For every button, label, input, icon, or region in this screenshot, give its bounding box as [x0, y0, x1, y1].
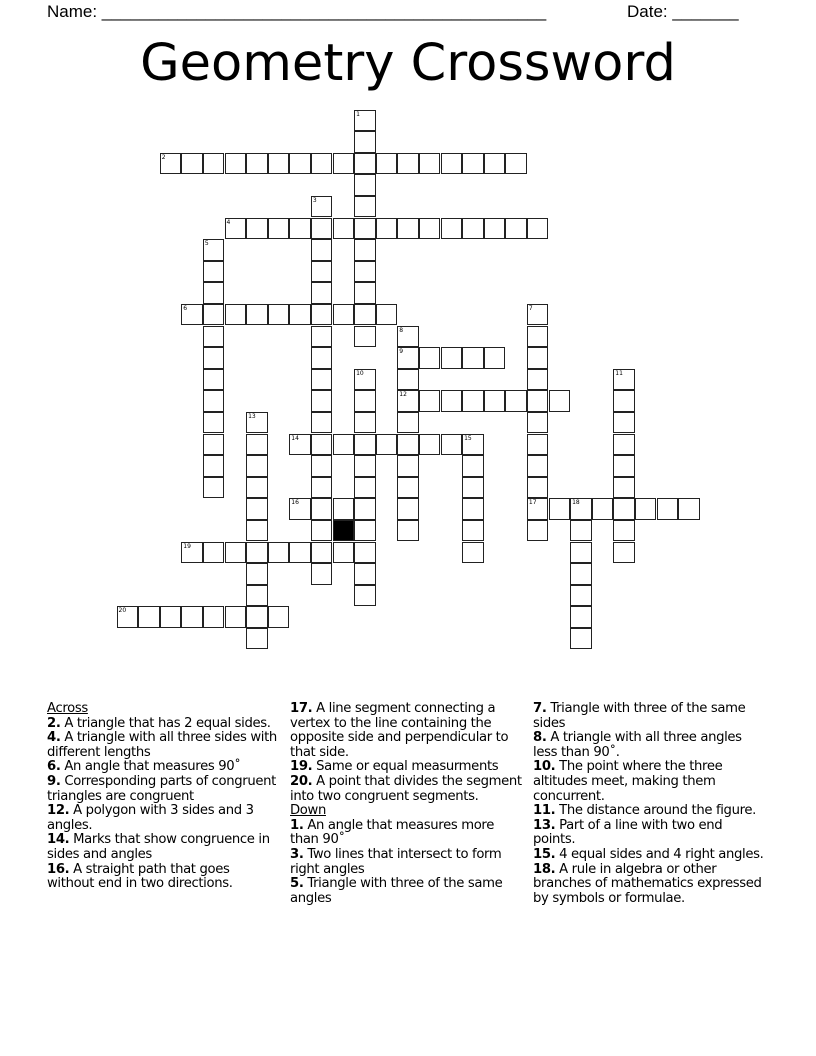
down-clue [533, 702, 767, 731]
crossword-cell[interactable] [333, 498, 355, 520]
crossword-cell[interactable] [570, 606, 592, 628]
crossword-cell[interactable] [549, 390, 571, 412]
crossword-cell[interactable] [225, 218, 247, 240]
clue-number-label: 4 [226, 218, 231, 226]
crossword-cell[interactable] [613, 520, 635, 542]
crossword-cell[interactable] [311, 282, 333, 304]
clue-number: 19. [290, 759, 313, 775]
crossword-cell[interactable] [246, 606, 268, 628]
crossword-cell[interactable] [289, 434, 311, 456]
clue-text: A rule in algebra or other branches of mathematics expressed by symbols or formulae. [533, 861, 762, 906]
crossword-cell[interactable] [354, 196, 376, 218]
across-clue [290, 775, 526, 804]
crossword-cell[interactable] [441, 218, 463, 240]
clue-number-label: 16 [291, 499, 299, 507]
crossword-cell[interactable] [613, 412, 635, 434]
clue-text: A straight path that goes without end in two directions. [47, 861, 233, 892]
crossword-cell[interactable] [246, 542, 268, 564]
clue-text: Same or equal measurments [316, 759, 499, 775]
crossword-cell[interactable] [505, 153, 527, 175]
crossword-cell[interactable] [570, 585, 592, 607]
across-clue [47, 775, 279, 804]
crossword-cell[interactable] [354, 563, 376, 585]
crossword-cell[interactable] [333, 434, 355, 456]
crossword-cell[interactable] [527, 218, 549, 240]
clue-number: 5. [290, 876, 304, 892]
clue-number: 16. [47, 861, 70, 877]
crossword-cell[interactable] [462, 520, 484, 542]
crossword-cell[interactable] [570, 520, 592, 542]
crossword-cell[interactable] [311, 563, 333, 585]
crossword-cell[interactable] [203, 606, 225, 628]
crossword-cell[interactable] [311, 390, 333, 412]
crossword-cell[interactable] [462, 390, 484, 412]
clue-number: 18. [533, 861, 556, 877]
crossword-cell[interactable] [527, 304, 549, 326]
crossword-cell[interactable] [246, 477, 268, 499]
crossword-cell[interactable] [203, 455, 225, 477]
crossword-cell[interactable] [268, 153, 290, 175]
crossword-cell[interactable] [678, 498, 700, 520]
crossword-cell[interactable] [484, 390, 506, 412]
crossword-cell[interactable] [246, 218, 268, 240]
black-cell [333, 520, 355, 542]
clue-text: A line segment connecting a vertex to the line containing the opposite side and perpendicular to that side. [290, 701, 509, 760]
crossword-cell[interactable] [419, 347, 441, 369]
crossword-cell[interactable] [160, 153, 182, 175]
crossword-cell[interactable] [203, 434, 225, 456]
across-heading: Across [47, 701, 88, 716]
crossword-cell[interactable] [397, 218, 419, 240]
crossword-cell[interactable] [203, 239, 225, 261]
clue-number-label: 3 [312, 196, 317, 204]
crossword-cell[interactable] [311, 153, 333, 175]
crossword-cell[interactable] [376, 153, 398, 175]
clue-number-label: 11 [615, 369, 623, 377]
crossword-cell[interactable] [484, 153, 506, 175]
crossword-cell[interactable] [354, 110, 376, 132]
crossword-cell[interactable] [397, 498, 419, 520]
clue-number-label: 2 [161, 153, 166, 161]
clue-number-label: 17 [528, 499, 537, 507]
across-clue [47, 833, 279, 862]
crossword-cell[interactable] [203, 390, 225, 412]
across-clue [47, 863, 279, 892]
crossword-cell[interactable] [246, 412, 268, 434]
crossword-cell[interactable] [397, 369, 419, 391]
down-clue [290, 848, 526, 877]
crossword-cell[interactable] [397, 520, 419, 542]
clue-number: 17. [290, 701, 313, 716]
crossword-cell[interactable] [225, 153, 247, 175]
crossword-cell[interactable] [311, 239, 333, 261]
crossword-cell[interactable] [268, 542, 290, 564]
crossword-cell[interactable] [311, 542, 333, 564]
crossword-cell[interactable] [570, 498, 592, 520]
crossword-cell[interactable] [613, 455, 635, 477]
crossword-cell[interactable] [397, 326, 419, 348]
crossword-cell[interactable] [419, 153, 441, 175]
crossword-cell[interactable] [613, 477, 635, 499]
clue-number-label: 8 [399, 326, 404, 334]
clue-number: 11. [533, 803, 556, 819]
clue-text: Marks that show congruence in sides and angles [47, 832, 270, 862]
down-clue [533, 819, 767, 848]
crossword-cell[interactable] [354, 304, 376, 326]
crossword-cell[interactable] [354, 542, 376, 564]
crossword-cell[interactable] [203, 347, 225, 369]
clue-number: 20. [290, 773, 313, 789]
crossword-cell[interactable] [289, 153, 311, 175]
clue-number: 3. [290, 846, 304, 862]
crossword-cell[interactable] [289, 304, 311, 326]
crossword-cell[interactable] [397, 153, 419, 175]
clue-text: A triangle that has 2 equal sides. [64, 715, 271, 731]
crossword-cell[interactable] [354, 326, 376, 348]
clue-number-label: 9 [399, 348, 404, 356]
crossword-cell[interactable] [397, 390, 419, 412]
clue-text: The point where the three altitudes meet, making them concurrent. [533, 759, 723, 804]
crossword-cell[interactable] [311, 455, 333, 477]
crossword-cell[interactable] [441, 390, 463, 412]
crossword-cell[interactable] [527, 434, 549, 456]
crossword-cell[interactable] [462, 347, 484, 369]
crossword-cell[interactable] [181, 606, 203, 628]
crossword-cell[interactable] [311, 261, 333, 283]
crossword-cell[interactable] [354, 477, 376, 499]
crossword-cell[interactable] [419, 218, 441, 240]
crossword-cell[interactable] [441, 434, 463, 456]
date-field[interactable]: Date: _______ [627, 2, 739, 21]
crossword-cell[interactable] [419, 434, 441, 456]
crossword-cell[interactable] [354, 239, 376, 261]
crossword-cell[interactable] [246, 585, 268, 607]
clue-number: 8. [533, 730, 547, 746]
crossword-cell[interactable] [354, 369, 376, 391]
crossword-cell[interactable] [397, 347, 419, 369]
crossword-cell[interactable] [354, 390, 376, 412]
crossword-cell[interactable] [441, 347, 463, 369]
crossword-cell[interactable] [397, 455, 419, 477]
crossword-cell[interactable] [570, 542, 592, 564]
down-clue [533, 804, 767, 819]
crossword-cell[interactable] [657, 498, 679, 520]
crossword-cell[interactable] [462, 498, 484, 520]
across-clue [47, 731, 279, 760]
across-clue [47, 717, 279, 732]
crossword-cell[interactable] [505, 218, 527, 240]
crossword-cell[interactable] [354, 131, 376, 153]
clue-number-label: 6 [183, 304, 188, 312]
crossword-cell[interactable] [462, 542, 484, 564]
crossword-cell[interactable] [549, 498, 571, 520]
crossword-cell[interactable] [311, 520, 333, 542]
crossword-cell[interactable] [203, 412, 225, 434]
clue-number: 4. [47, 730, 61, 746]
crossword-cell[interactable] [484, 347, 506, 369]
crossword-cell[interactable] [203, 261, 225, 283]
across-clue [290, 760, 526, 775]
crossword-cell[interactable] [333, 304, 355, 326]
crossword-cell[interactable] [246, 153, 268, 175]
crossword-cell[interactable] [246, 563, 268, 585]
crossword-cell[interactable] [462, 218, 484, 240]
clue-number: 10. [533, 759, 556, 775]
name-field[interactable]: Name: _______________________________________________ [47, 2, 547, 21]
crossword-cell[interactable] [592, 498, 614, 520]
crossword-cell[interactable] [354, 282, 376, 304]
crossword-cell[interactable] [613, 390, 635, 412]
clue-number: 15. [533, 846, 556, 862]
across-clue [47, 760, 279, 775]
clue-number: 1. [290, 817, 304, 833]
down-clue [533, 848, 767, 863]
across-clue [47, 804, 279, 833]
crossword-cell[interactable] [268, 218, 290, 240]
crossword-cell[interactable] [203, 153, 225, 175]
clue-number-label: 12 [399, 391, 407, 399]
crossword-cell[interactable] [311, 498, 333, 520]
crossword-cell[interactable] [376, 434, 398, 456]
clue-number: 6. [47, 759, 61, 775]
crossword-cell[interactable] [268, 606, 290, 628]
clue-number: 7. [533, 701, 547, 716]
down-clue [533, 760, 767, 804]
clue-number: 2. [47, 715, 61, 731]
crossword-cell[interactable] [397, 412, 419, 434]
clue-text: A triangle with all three sides with different lengths [47, 730, 277, 760]
crossword-cell[interactable] [462, 455, 484, 477]
crossword-cell[interactable] [527, 498, 549, 520]
crossword-cell[interactable] [203, 477, 225, 499]
crossword-cell[interactable] [613, 369, 635, 391]
clue-number: 13. [533, 817, 556, 833]
crossword-cell[interactable] [333, 153, 355, 175]
crossword-cell[interactable] [311, 412, 333, 434]
crossword-cell[interactable] [462, 477, 484, 499]
crossword-cell[interactable] [225, 606, 247, 628]
crossword-cell[interactable] [203, 369, 225, 391]
clue-text: Triangle with three of the same sides [533, 701, 746, 731]
crossword-cell[interactable] [246, 304, 268, 326]
page-title: Geometry Crossword [140, 34, 676, 93]
clue-text: An angle that measures more than 90˚ [290, 817, 494, 848]
down-clue [290, 877, 526, 906]
crossword-cell[interactable] [354, 520, 376, 542]
clue-text: 4 equal sides and 4 right angles. [559, 846, 764, 862]
crossword-cell[interactable] [613, 434, 635, 456]
crossword-cell[interactable] [203, 282, 225, 304]
crossword-cell[interactable] [354, 153, 376, 175]
crossword-cell[interactable] [635, 498, 657, 520]
crossword-cell[interactable] [613, 498, 635, 520]
crossword-cell[interactable] [311, 326, 333, 348]
crossword-cell[interactable] [354, 498, 376, 520]
clues-column-3 [533, 702, 767, 906]
crossword-cell[interactable] [311, 477, 333, 499]
clue-number-label: 20 [118, 607, 127, 615]
crossword-cell[interactable] [117, 606, 139, 628]
crossword-cell[interactable] [397, 477, 419, 499]
clue-text: Two lines that intersect to form right angles [290, 846, 502, 877]
crossword-cell[interactable] [462, 153, 484, 175]
crossword-cell[interactable] [311, 369, 333, 391]
clues-column-1 [47, 702, 279, 892]
crossword-cell[interactable] [376, 304, 398, 326]
clue-number-label: 10 [356, 369, 364, 377]
crossword-cell[interactable] [527, 369, 549, 391]
crossword-cell[interactable] [203, 326, 225, 348]
crossword-cell[interactable] [311, 218, 333, 240]
crossword-cell[interactable] [181, 304, 203, 326]
crossword-cell[interactable] [441, 153, 463, 175]
crossword-cell[interactable] [246, 434, 268, 456]
crossword-cell[interactable] [225, 304, 247, 326]
crossword-cell[interactable] [246, 628, 268, 650]
crossword-cell[interactable] [268, 304, 290, 326]
crossword-cell[interactable] [138, 606, 160, 628]
crossword-cell[interactable] [505, 390, 527, 412]
clue-number: 14. [47, 832, 70, 848]
clue-text: Part of a line with two end points. [533, 817, 723, 848]
down-heading: Down [290, 803, 326, 819]
crossword-cell[interactable] [527, 347, 549, 369]
crossword-cell[interactable] [311, 196, 333, 218]
clue-number: 12. [47, 803, 70, 819]
crossword-cell[interactable] [289, 498, 311, 520]
crossword-cell[interactable] [311, 347, 333, 369]
crossword-cell[interactable] [289, 218, 311, 240]
crossword-cell[interactable] [181, 153, 203, 175]
clue-number-label: 5 [204, 240, 209, 248]
clue-text: Corresponding parts of congruent triangles are congruent [47, 773, 276, 804]
crossword-cell[interactable] [354, 412, 376, 434]
crossword-cell[interactable] [289, 542, 311, 564]
clue-number-label: 14 [291, 434, 299, 442]
crossword-cell[interactable] [246, 498, 268, 520]
clue-number: 9. [47, 773, 61, 789]
crossword-cell[interactable] [419, 390, 441, 412]
crossword-cell[interactable] [246, 455, 268, 477]
crossword-cell[interactable] [311, 434, 333, 456]
clue-number-label: 18 [572, 499, 580, 507]
crossword-cell[interactable] [462, 434, 484, 456]
crossword-cell[interactable] [354, 585, 376, 607]
clue-number-label: 1 [356, 110, 360, 118]
crossword-cell[interactable] [354, 261, 376, 283]
clue-number-label: 19 [183, 542, 191, 550]
clue-text: Triangle with three of the same angles [290, 876, 503, 906]
crossword-cell[interactable] [246, 520, 268, 542]
crossword-cell[interactable] [397, 434, 419, 456]
crossword-cell[interactable] [181, 542, 203, 564]
crossword-cell[interactable] [527, 412, 549, 434]
crossword-cell[interactable] [570, 628, 592, 650]
clue-number-label: 7 [528, 304, 533, 312]
clue-text: A polygon with 3 sides and 3 angles. [47, 803, 254, 833]
crossword-cell[interactable] [203, 542, 225, 564]
crossword-cell[interactable] [333, 218, 355, 240]
crossword-cell[interactable] [527, 326, 549, 348]
crossword-cell[interactable] [354, 174, 376, 196]
down-clue [533, 731, 767, 760]
crossword-cell[interactable] [354, 455, 376, 477]
crossword-cell[interactable] [333, 542, 355, 564]
crossword-cell[interactable] [527, 520, 549, 542]
crossword-cell[interactable] [527, 477, 549, 499]
clue-number-label: 13 [248, 412, 256, 420]
down-clue [290, 819, 526, 848]
clues-column-2 [290, 702, 526, 906]
crossword-cell[interactable] [354, 434, 376, 456]
clue-text: A point that divides the segment into two congruent segments. [290, 773, 522, 804]
crossword-cell[interactable] [354, 218, 376, 240]
across-clue [290, 702, 526, 760]
crossword-cell[interactable] [376, 218, 398, 240]
crossword-cell[interactable] [527, 455, 549, 477]
crossword-cell[interactable] [311, 304, 333, 326]
crossword-cell[interactable] [613, 542, 635, 564]
crossword-cell[interactable] [484, 218, 506, 240]
clue-text: An angle that measures 90˚ [64, 759, 241, 775]
clue-text: The distance around the figure. [559, 803, 756, 819]
crossword-cell[interactable] [570, 563, 592, 585]
clue-number-label: 15 [464, 434, 472, 442]
crossword-cell[interactable] [527, 390, 549, 412]
crossword-cell[interactable] [160, 606, 182, 628]
crossword-cell[interactable] [225, 542, 247, 564]
crossword-cell[interactable] [203, 304, 225, 326]
down-clue [533, 863, 767, 907]
clue-text: A triangle with all three angles less than 90˚. [533, 730, 742, 760]
